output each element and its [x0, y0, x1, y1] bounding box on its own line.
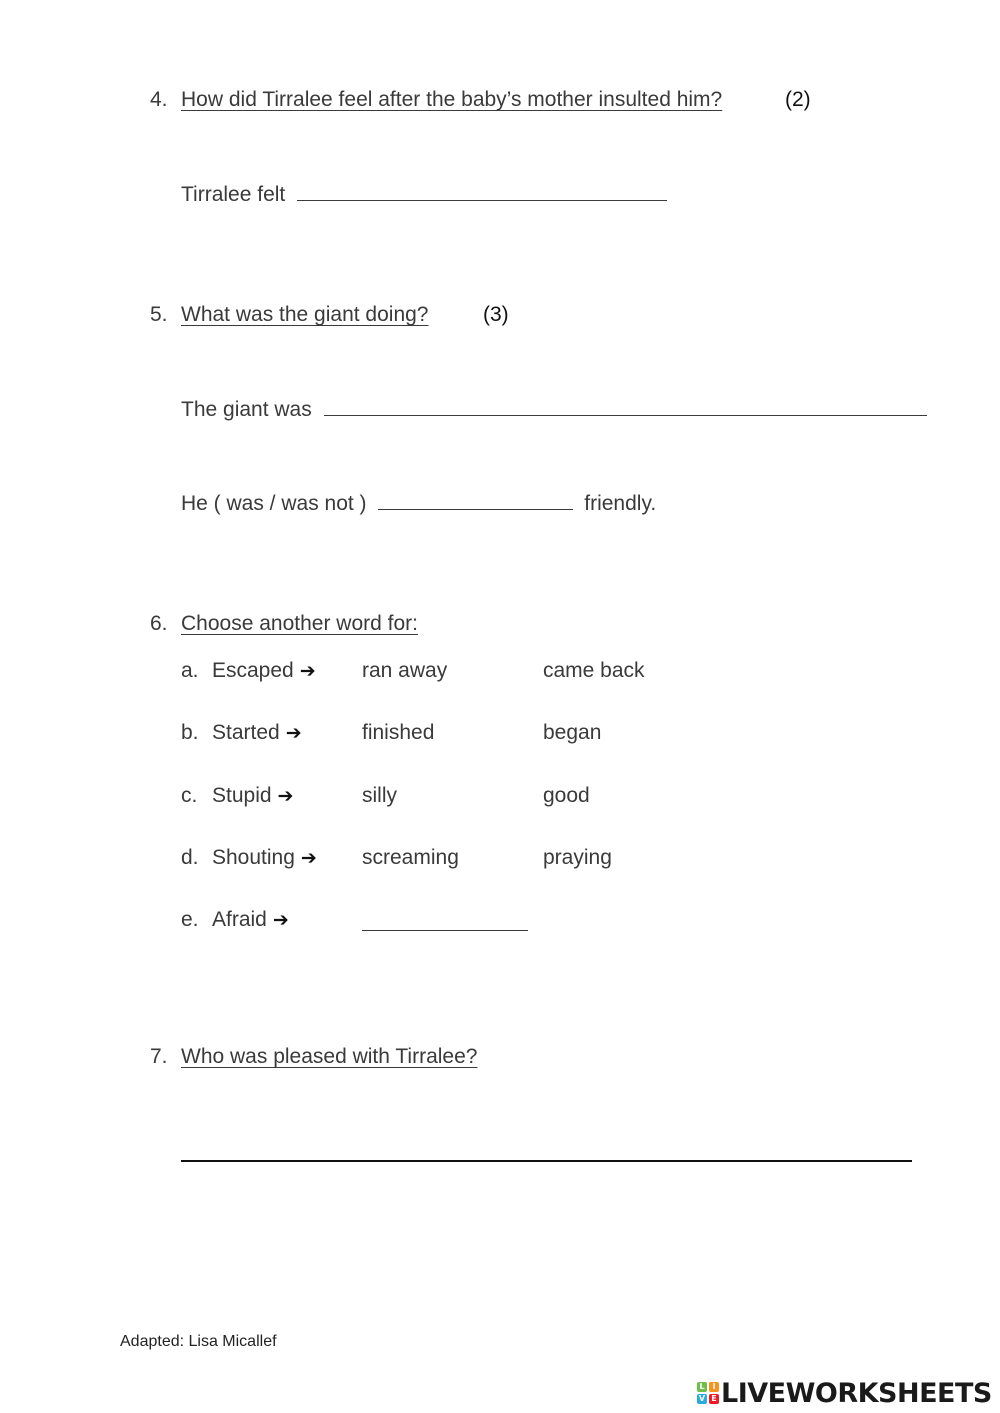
q6-item-c-word: [212, 784, 293, 808]
logo-tile-2: I: [709, 1382, 719, 1392]
q6-item-a-option1[interactable]: ran away: [362, 659, 448, 682]
q6-item-c-option1[interactable]: silly: [362, 784, 397, 807]
liveworksheets-logo-text: LIVEWORKSHEETS: [721, 1377, 992, 1409]
arrow-right-icon: ➔: [300, 848, 317, 869]
q7-question: Who was pleased with Tirralee?: [181, 1045, 478, 1068]
q6-question: Choose another word for:: [181, 612, 418, 635]
q6-number: 6.: [150, 612, 168, 635]
q4-answer-blank[interactable]: [297, 182, 667, 201]
q4-number: 4.: [150, 88, 168, 111]
q5-answer2-prefix: He ( was / was not ): [181, 492, 367, 515]
q6-item-d-letter: d.: [181, 846, 199, 869]
q5-question: What was the giant doing?: [181, 303, 429, 326]
logo-tile-4: E: [709, 1394, 719, 1404]
liveworksheets-logo: [697, 1377, 992, 1409]
q6-item-b-option2[interactable]: began: [543, 721, 602, 744]
q6-item-e-letter: e.: [181, 908, 199, 931]
q5-number: 5.: [150, 303, 168, 326]
logo-tile-1: L: [697, 1382, 707, 1392]
q6-item-d-word-text: Shouting: [212, 846, 295, 869]
q6-item-e-answer-blank[interactable]: [362, 912, 528, 931]
q7-answer-line[interactable]: [181, 1160, 912, 1162]
arrow-right-icon: ➔: [277, 786, 294, 807]
liveworksheets-logo-icon: [697, 1382, 719, 1404]
q6-item-b-letter: b.: [181, 721, 199, 744]
q6-item-b-word: [212, 721, 302, 745]
arrow-right-icon: ➔: [272, 910, 289, 931]
q5-answer2-suffix: friendly.: [584, 492, 657, 515]
arrow-right-icon: ➔: [299, 661, 316, 682]
q5-answer2-blank[interactable]: [378, 491, 573, 510]
q5-marks: (3): [483, 303, 509, 326]
q6-item-b-option1[interactable]: finished: [362, 721, 435, 744]
q4-question: How did Tirralee feel after the baby’s mother insulted him?: [181, 88, 723, 111]
arrow-right-icon: ➔: [285, 723, 302, 744]
q6-item-e-word: [212, 908, 289, 932]
q7-number: 7.: [150, 1045, 168, 1068]
q5-answer1-blank[interactable]: [324, 397, 927, 416]
q6-item-c-option2[interactable]: good: [543, 784, 590, 807]
q4-answer-prefix: Tirralee felt: [181, 183, 286, 206]
footer-credit: Adapted: Lisa Micallef: [120, 1333, 277, 1350]
q6-item-d-word: [212, 846, 317, 870]
q6-item-c-word-text: Stupid: [212, 784, 272, 807]
q6-item-a-option2[interactable]: came back: [543, 659, 645, 682]
q6-item-e-word-text: Afraid: [212, 908, 267, 931]
q6-item-d-option2[interactable]: praying: [543, 846, 612, 869]
q6-item-a-word-text: Escaped: [212, 659, 294, 682]
q6-item-c-letter: c.: [181, 784, 198, 807]
q5-answer2-row: [181, 491, 656, 516]
logo-tile-3: V: [698, 1394, 706, 1403]
q6-item-a-letter: a.: [181, 659, 199, 682]
q5-answer1-prefix: The giant was: [181, 398, 312, 421]
q6-item-a-word: [212, 659, 316, 683]
q4-marks: (2): [785, 88, 811, 111]
q5-answer1-row: [181, 397, 927, 422]
q6-item-b-word-text: Started: [212, 721, 280, 744]
q4-answer-row: [181, 182, 667, 207]
q6-item-d-option1[interactable]: screaming: [362, 846, 459, 869]
